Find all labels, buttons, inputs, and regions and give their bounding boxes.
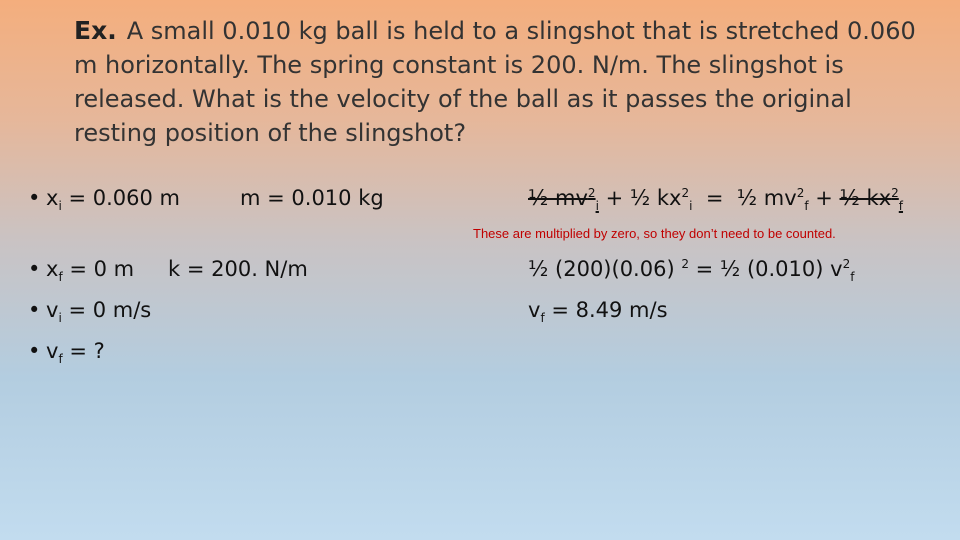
- energy-equation: ½ $mv^2_i$ + ½ $kx^2_i$ = ½ $mv^2_f$ + ½ $kx^2_f$: [528, 186, 904, 214]
- problem-text: A small 0.010 kg ball is held to a slingshot that is stretched 0.060 m horizontally. The spring constant is 200. N/m. The slingshot is released. What is the velocity of the ball as it passes the original resting position of the slingshot?: [74, 17, 916, 147]
- problem-statement: [74, 14, 934, 150]
- given-mass: m = 0.010 kg: [240, 186, 384, 210]
- final-spring-term: ½ $kx^2_f$: [839, 186, 904, 214]
- given-xf: • $x_f = 0$ m: [28, 257, 135, 285]
- final-kinetic-term: ½ $mv^2_f$: [736, 186, 809, 214]
- given-xi: • $x_i = 0.060$ m: [28, 186, 180, 214]
- given-vi: • $v_i = 0$ m/s: [28, 298, 152, 326]
- substitution-step: ½ (200)(0.06) $^2$ = ½ (0.010) $v^2_f$: [528, 257, 855, 285]
- zero-terms-note: These are multiplied by zero, so they don’t need to be counted.: [473, 226, 836, 241]
- final-velocity-result: $v_f = 8.49$ m/s: [528, 298, 668, 326]
- initial-kinetic-term: ½ $mv^2_i$: [528, 186, 599, 214]
- example-label: Ex.: [74, 16, 117, 45]
- given-spring-constant: k = 200. N/m: [168, 257, 308, 281]
- initial-spring-term: ½ $kx^2_i$: [629, 186, 693, 214]
- given-vf: • $v_f$ = ?: [28, 339, 105, 367]
